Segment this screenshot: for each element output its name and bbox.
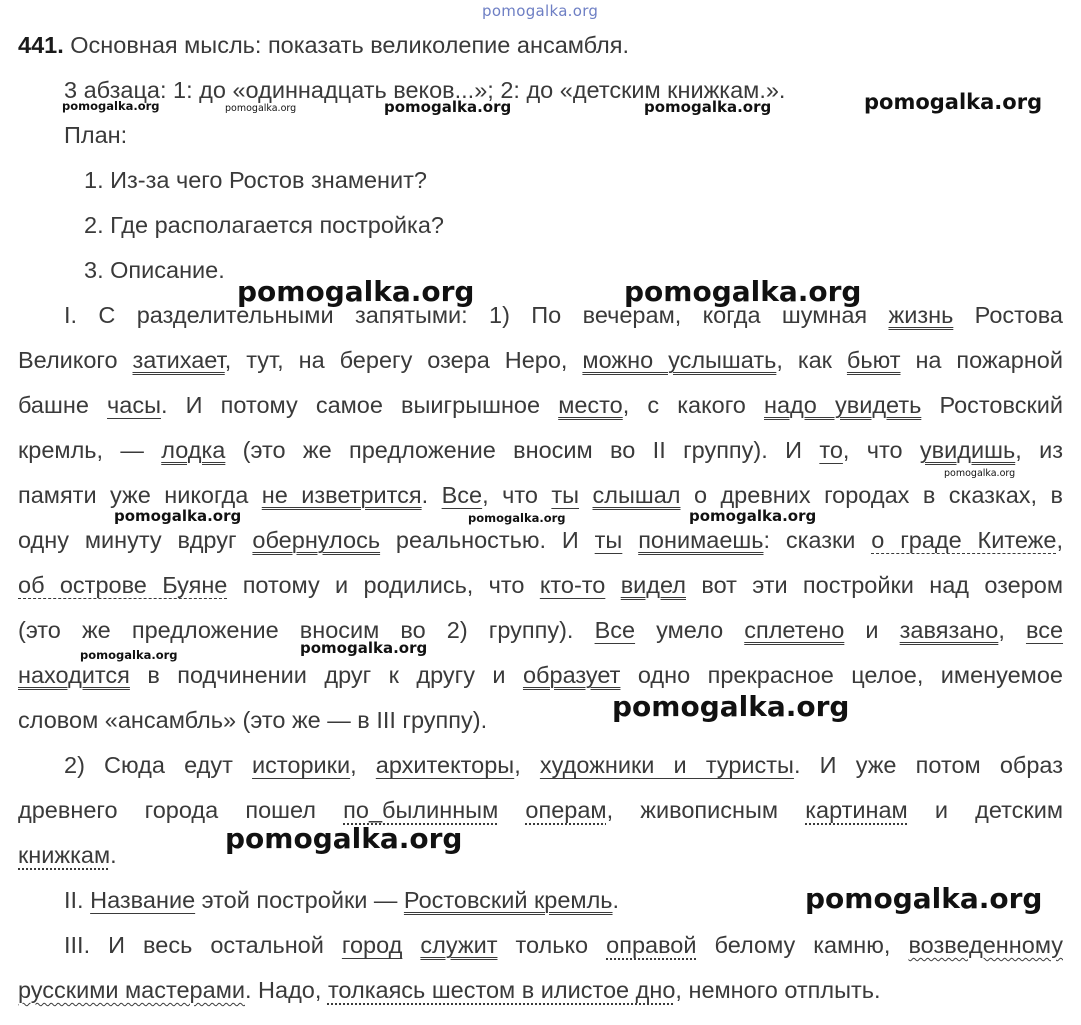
predicate: бьют <box>846 347 901 373</box>
text-line: книжкам. <box>18 842 117 868</box>
plan-heading: План: <box>64 122 128 148</box>
predicate: видел <box>620 572 687 598</box>
text-line: III. И весь остальной город служит только оправой белому камню, возведенному <box>64 932 1063 958</box>
predicate: не изветрится <box>261 482 422 508</box>
object: оправой <box>606 932 697 958</box>
subject: часы <box>107 392 161 418</box>
watermark: pomogalka.org <box>468 511 566 525</box>
text-line: II. Название этой постройки — Ростовский кремль. <box>64 887 620 913</box>
watermark: pomogalka.org <box>225 103 297 114</box>
watermark: pomogalka.org <box>644 98 772 116</box>
subject: город <box>341 932 403 958</box>
predicate: жизнь <box>888 302 954 328</box>
attribute: русскими мастерами <box>18 977 245 1003</box>
exercise-header <box>18 30 629 60</box>
attribute: возведенному <box>908 932 1063 958</box>
text-line: Великого затихает, тут, на берегу озера Неро, можно услышать, как бьют на пожарной <box>18 347 1064 373</box>
text-line: древнего города пошел по_былинным операм, живописным картинам и детским <box>18 797 1063 823</box>
watermark: pomogalka.org <box>805 882 1043 915</box>
paragraphs-note: 3 абзаца: 1: до «одиннадцать веков...»; 2: до «детским книжкам.». <box>64 77 786 103</box>
watermark: pomogalka.org <box>114 507 242 525</box>
predicate: находится <box>18 662 130 688</box>
subject: художники и туристы <box>539 752 794 778</box>
text-line: русскими мастерами. Надо, толкаясь шестом в илистое дно, немного отплыть. <box>18 977 881 1003</box>
predicate: служит <box>420 932 498 958</box>
subject: кто-то <box>539 572 606 598</box>
subject: историки <box>252 752 351 778</box>
subject: архитекторы <box>375 752 515 778</box>
exercise-number: 441. <box>18 32 64 58</box>
text-line: словом «ансамбль» (это же — в III группу). <box>18 707 488 733</box>
watermark: pomogalka.org <box>225 822 463 855</box>
plan-item-2: 2. Где располагается постройка? <box>84 212 444 238</box>
watermark: pomogalka.org <box>624 275 862 308</box>
predicate: увидишь <box>919 437 1016 463</box>
subject: Все <box>594 617 636 643</box>
object: книжкам <box>18 842 111 868</box>
watermark: pomogalka.org <box>689 507 817 525</box>
text-line: об острове Буяне потому и родились, что кто-то видел вот эти постройки над озером <box>18 572 1064 598</box>
watermark: pomogalka.org <box>300 639 428 657</box>
watermark-top: pomogalka.org <box>482 2 599 20</box>
predicate: образует <box>522 662 621 688</box>
text-line: кремль, — лодка (это же предложение вносим во II группу). И то, что увидишь, из <box>18 437 1063 463</box>
subject: то <box>819 437 843 463</box>
predicate: слышал <box>592 482 681 508</box>
predicate: надо увидеть <box>764 392 922 418</box>
predicate: место <box>558 392 623 418</box>
text-line: I. С разделительными запятыми: 1) По вечерам, когда шумная жизнь Ростова <box>64 302 1063 328</box>
watermark: pomogalka.org <box>612 690 850 723</box>
text-line: памяти уже никогда не изветрится. Все, что ты слышал о древних городах в сказках, в <box>18 482 1063 508</box>
predicate: Ростовский кремль <box>403 887 613 913</box>
adverbial: толкаясь шестом в илистое дно <box>327 977 676 1003</box>
predicate: сплетено <box>744 617 845 643</box>
text-line: находится в подчинении друг к другу и образует одно прекрасное целое, именуемое <box>18 662 1063 688</box>
plan-item-3: 3. Описание. <box>84 257 225 283</box>
main-idea: Основная мысль: показать великолепие ансамбля. <box>70 32 630 58</box>
subject: Все <box>441 482 483 508</box>
object: операм <box>525 797 607 823</box>
plan-item-1: 1. Из-за чего Ростов знаменит? <box>84 167 427 193</box>
adverbial: по_былинным <box>343 797 499 823</box>
watermark: pomogalka.org <box>944 468 1016 479</box>
subject: все <box>1025 617 1064 643</box>
text-line: одну минуту вдруг обернулось реальностью. И ты понимаешь: сказки о граде Китеже, <box>18 527 1064 553</box>
adverbial: об острове Буяне <box>18 572 228 598</box>
watermark: pomogalka.org <box>384 98 512 116</box>
text-line: 2) Сюда едут историки, архитекторы, художники и туристы. И уже потом образ <box>64 752 1064 778</box>
watermark: pomogalka.org <box>62 99 160 113</box>
predicate: понимаешь <box>638 527 764 553</box>
watermark: pomogalka.org <box>864 90 1043 114</box>
predicate: обернулось <box>252 527 381 553</box>
adverbial: о граде Китеже <box>871 527 1057 553</box>
predicate: завязано <box>899 617 999 643</box>
predicate: затихает <box>132 347 225 373</box>
subject: Название <box>90 887 196 913</box>
predicate: лодка <box>161 437 226 463</box>
predicate: можно услышать <box>582 347 777 373</box>
text-line: башне часы. И потому самое выигрышное место, с какого надо увидеть Ростовский <box>18 392 1063 418</box>
subject: ты <box>594 527 623 553</box>
subject: ты <box>551 482 580 508</box>
text-line: (это же предложение вносим во 2) группу). Все умело сплетено и завязано, все <box>18 617 1064 643</box>
watermark: pomogalka.org <box>80 648 178 662</box>
object: картинам <box>805 797 908 823</box>
watermark: pomogalka.org <box>237 275 475 308</box>
